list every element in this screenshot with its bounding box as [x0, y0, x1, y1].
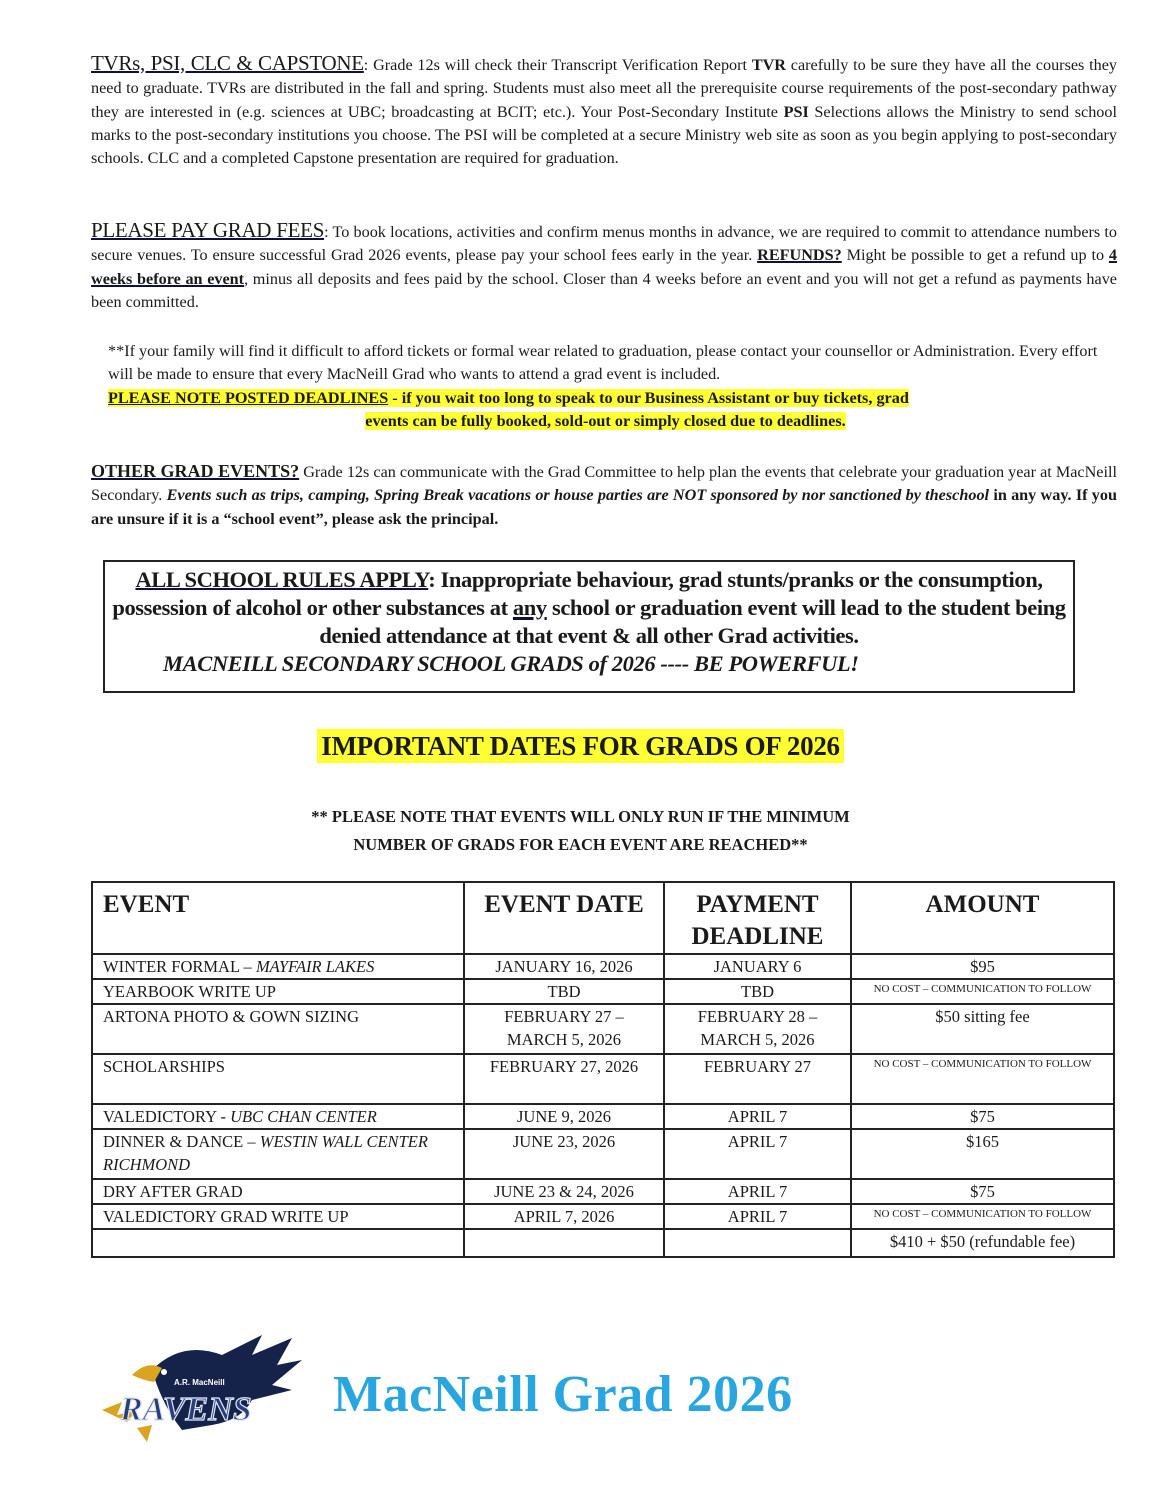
- event-date: TBD: [547, 982, 581, 1001]
- table-row: [92, 1104, 1114, 1129]
- logo-main-text: RAVENS: [120, 1391, 252, 1428]
- deadlines-label: PLEASE NOTE POSTED DEADLINES: [108, 388, 389, 407]
- cell-payment-deadline: [664, 1179, 851, 1204]
- fees-heading: PLEASE PAY GRAD FEES: [91, 218, 325, 242]
- payment-deadline: APRIL 7: [727, 1132, 788, 1151]
- cell-amount: [851, 1004, 1114, 1054]
- amount: NO COST – COMMUNICATION TO FOLLOW: [873, 983, 1092, 995]
- cell-amount: [851, 1104, 1114, 1129]
- table-row: [92, 1054, 1114, 1104]
- table-row: [92, 979, 1114, 1004]
- rules-any: any: [512, 595, 547, 620]
- assistance-text: **If your family will find it difficult to afford tickets or formal wear related to graduation, please contact your counsellor or Administration. Every effort will be made to ensure that every MacNeill Grad who wants to attend a grad event is included.: [108, 342, 1098, 384]
- event-date: APRIL 7, 2026: [513, 1207, 615, 1226]
- amount: $95: [970, 957, 995, 976]
- header-event: EVENT: [92, 882, 464, 954]
- event-name: WINTER FORMAL –: [103, 957, 256, 976]
- tvr-text-1: : Grade 12s will check their Transcript Verification Report: [363, 56, 752, 74]
- cell-event: [92, 1179, 464, 1204]
- event-date: JUNE 9, 2026: [517, 1107, 611, 1126]
- event-venue: UBC CHAN CENTER: [230, 1107, 377, 1126]
- event-name: VALEDICTORY GRAD WRITE UP: [103, 1207, 349, 1226]
- amount: NO COST – COMMUNICATION TO FOLLOW: [873, 1058, 1092, 1070]
- events-table: [91, 881, 1115, 1258]
- tvr-text-2: carefully to be sure they have all the courses they need to graduate. TVRs are distributed in the fall and spring. Students must also meet all the prerequisite course requirements of the post-secondary pathway they are interested in (e.g. sciences at UBC; broadcasting at BCIT; etc.). Your Post-Secondary Institute: [91, 56, 1118, 121]
- cell-payment-deadline: [664, 1004, 851, 1054]
- cell-event: [92, 954, 464, 979]
- amount: $410 + $50 (refundable fee): [889, 1232, 1076, 1251]
- logo-top-text: A.R. MacNeill: [174, 1378, 225, 1387]
- event-venue: WESTIN WALL CENTER RICHMOND: [103, 1132, 428, 1174]
- cell-event-date: [464, 979, 664, 1004]
- cell-payment-deadline: [664, 1204, 851, 1229]
- note-line-2: NUMBER OF GRADS FOR EACH EVENT ARE REACHED**: [353, 835, 808, 854]
- cell-event: [92, 1204, 464, 1229]
- payment-deadline: APRIL 7: [727, 1107, 788, 1126]
- payment-deadline: APRIL 7: [727, 1182, 788, 1201]
- fees-section: [91, 219, 1117, 314]
- amount: $165: [966, 1132, 999, 1151]
- cell-event: [92, 1054, 464, 1104]
- event-date: JANUARY 16, 2026: [495, 957, 633, 976]
- event-name: DRY AFTER GRAD: [103, 1182, 243, 1201]
- raven-mascot-icon: [92, 1330, 307, 1450]
- rules-text-2: school or graduation event will lead to the student being denied attendance at that event & all other Grad activities.: [319, 595, 1066, 648]
- amount: NO COST – COMMUNICATION TO FOLLOW: [873, 1208, 1092, 1220]
- event-date: JUNE 23, 2026: [512, 1132, 616, 1151]
- cell-event-date: [464, 1104, 664, 1129]
- other-events-text-2: in any way. If you are unsure if it is a “school event”, please ask the principal.: [91, 486, 1117, 528]
- important-dates-title: IMPORTANT DATES FOR GRADS OF 2026: [317, 729, 843, 763]
- table-row: [92, 954, 1114, 979]
- cell-payment-deadline: [664, 954, 851, 979]
- cell-payment-deadline: [664, 1104, 851, 1129]
- event-name: DINNER & DANCE –: [103, 1132, 260, 1151]
- table-header-row: [92, 882, 1114, 954]
- payment-deadline: FEBRUARY 27: [703, 1057, 812, 1076]
- cell-amount: [851, 1129, 1114, 1179]
- other-events-italic: Events such as trips, camping, Spring Break vacations or house parties are NOT sponsored by nor sanctioned by theschool: [166, 486, 990, 505]
- table-row: [92, 1129, 1114, 1179]
- table-row: [92, 1004, 1114, 1054]
- header-amount: AMOUNT: [851, 882, 1114, 954]
- important-dates-title-wrap: [0, 731, 1161, 762]
- cell-event-date: [464, 1179, 664, 1204]
- event-date: JUNE 23 & 24, 2026: [494, 1182, 634, 1201]
- school-rules-box: [103, 560, 1075, 693]
- rules-heading: ALL SCHOOL RULES APPLY: [135, 567, 429, 592]
- event-name: VALEDICTORY -: [103, 1107, 231, 1126]
- cell-payment-deadline: [664, 1054, 851, 1104]
- cell-event: [92, 1129, 464, 1179]
- cell-event-date: [464, 1229, 664, 1257]
- cell-event-date: [464, 954, 664, 979]
- fees-text-1: : To book locations, activities and confirm menus months in advance, we are required to commit to attendance numbers to secure venues. To ensure successful Grad 2026 events, please pay your school fees early in the year.: [91, 223, 1117, 265]
- payment-deadline: TBD: [741, 982, 774, 1001]
- cell-amount: [851, 1179, 1114, 1204]
- cell-event: [92, 1104, 464, 1129]
- payment-deadline: APRIL 7: [727, 1207, 788, 1226]
- cell-amount: [851, 979, 1114, 1004]
- cell-event: [92, 1229, 464, 1257]
- event-name: ARTONA PHOTO & GOWN SIZING: [103, 1007, 359, 1026]
- cell-amount: [851, 954, 1114, 979]
- cell-event-date: [464, 1204, 664, 1229]
- brand-title: MacNeill Grad 2026: [333, 1366, 793, 1423]
- table-row: [92, 1229, 1114, 1257]
- other-events-heading: OTHER GRAD EVENTS?: [91, 461, 300, 481]
- amount: $75: [970, 1107, 995, 1126]
- deadlines-text-1: - if you wait too long to speak to our Business Assistant or buy tickets, grad: [388, 388, 909, 407]
- header-event-date: EVENT DATE: [464, 882, 664, 954]
- tvr-heading: TVRs, PSI, CLC & CAPSTONE: [91, 51, 364, 75]
- other-events-text-1: Grade 12s can communicate with the Grad Committee to help plan the events that celebrate your graduation year at MacNeill Secondary.: [91, 463, 1117, 505]
- payment-deadline: FEBRUARY 28 – MARCH 5, 2026: [697, 1007, 818, 1049]
- refunds-emphasis: 4 weeks before an event: [91, 246, 1117, 288]
- event-venue: MAYFAIR LAKES: [255, 957, 375, 976]
- event-name: YEARBOOK WRITE UP: [103, 982, 276, 1001]
- table-row: [92, 1179, 1114, 1204]
- note-line-1: ** PLEASE NOTE THAT EVENTS WILL ONLY RUN IF THE MINIMUM: [311, 807, 850, 826]
- cell-event: [92, 979, 464, 1004]
- tvr-text-3: Selections allows the Ministry to send school marks to the post-secondary institutions you choose. The PSI will be completed at a secure Ministry web site as soon as you begin applying to post-secondary schools. CLC and a completed Capstone presentation are required for graduation.: [91, 102, 1117, 168]
- cell-amount: [851, 1229, 1114, 1257]
- cell-event: [92, 1004, 464, 1054]
- tvr-section: [91, 52, 1117, 170]
- cell-payment-deadline: [664, 1129, 851, 1179]
- cell-event-date: [464, 1054, 664, 1104]
- other-events-section: [91, 460, 1117, 531]
- minimum-grads-note: [0, 803, 1161, 859]
- ravens-logo: [92, 1330, 307, 1450]
- cell-event-date: [464, 1004, 664, 1054]
- cell-amount: [851, 1204, 1114, 1229]
- header-payment-deadline: PAYMENT DEADLINE: [664, 882, 851, 954]
- payment-deadline: JANUARY 6: [713, 957, 802, 976]
- event-name: SCHOLARSHIPS: [103, 1057, 225, 1076]
- rules-text-1: : Inappropriate behaviour, grad stunts/pranks or the consumption, possession of alcohol or other substances at: [112, 567, 1043, 620]
- fees-text-3: , minus all deposits and fees paid by the school. Closer than 4 weeks before an event and you will not get a refund as payments have been committed.: [91, 269, 1117, 311]
- cell-payment-deadline: [664, 1229, 851, 1257]
- refunds-label: REFUNDS?: [757, 246, 842, 265]
- amount: $75: [970, 1182, 995, 1201]
- psi-bold: PSI: [783, 102, 809, 121]
- cell-payment-deadline: [664, 979, 851, 1004]
- amount: $50 sitting fee: [935, 1007, 1030, 1026]
- table-row: [92, 1204, 1114, 1229]
- tvr-bold: TVR: [751, 56, 786, 74]
- deadlines-text-2: events can be fully booked, sold-out or simply closed due to deadlines.: [365, 411, 846, 430]
- cell-event-date: [464, 1129, 664, 1179]
- event-date: FEBRUARY 27, 2026: [489, 1057, 639, 1076]
- fees-text-2: Might be possible to get a refund up to: [841, 246, 1109, 265]
- event-date: FEBRUARY 27 – MARCH 5, 2026: [504, 1007, 624, 1049]
- cell-amount: [851, 1054, 1114, 1104]
- assistance-section: [108, 340, 1103, 433]
- rules-motto: MACNEILL SECONDARY SCHOOL GRADS of 2026 ---- BE POWERFUL!: [163, 651, 859, 676]
